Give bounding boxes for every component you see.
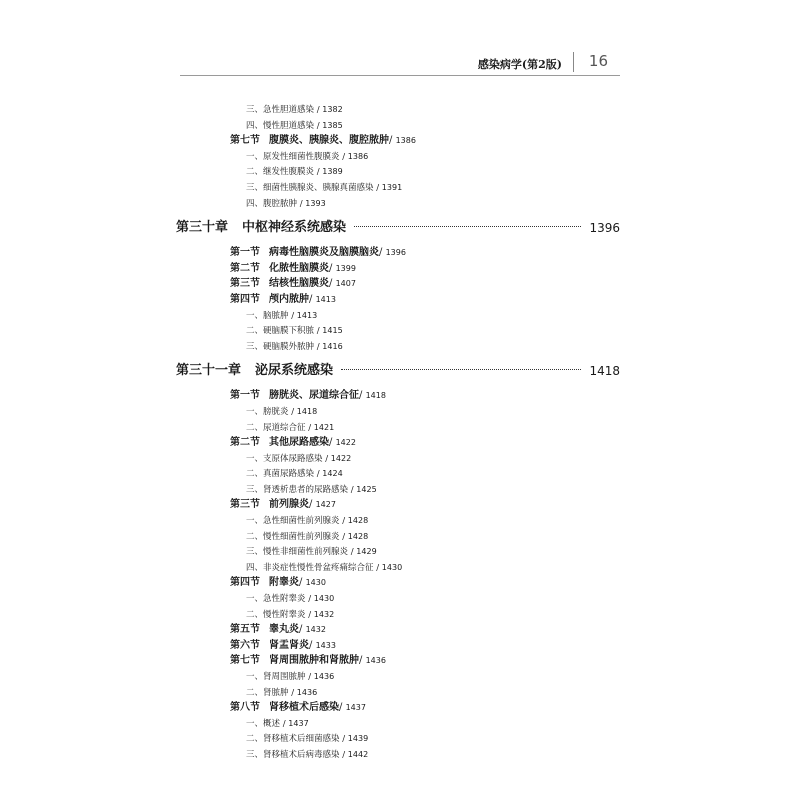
page-separator: /	[389, 135, 396, 147]
section-label: 第二节	[230, 262, 260, 274]
subsection-label: 四、非炎症性慢性骨盆疼痛综合征	[246, 562, 374, 573]
subsection-page: 1389	[322, 167, 343, 177]
page-separator: /	[348, 484, 357, 495]
toc-section-entry[interactable]	[176, 388, 620, 404]
section-title: 颅内脓肿	[269, 293, 309, 305]
toc-sub-entry[interactable]	[176, 607, 620, 623]
section-label: 第六节	[230, 639, 260, 651]
page-separator: /	[305, 594, 314, 605]
page-separator: /	[280, 718, 289, 729]
page-separator: /	[314, 469, 323, 480]
subsection-page: 1391	[381, 182, 403, 192]
toc-sub-entry[interactable]	[176, 731, 620, 747]
section-title: 化脓性脑膜炎	[269, 262, 329, 274]
toc-section-entry[interactable]	[176, 276, 620, 292]
section-page: 1427	[315, 500, 336, 510]
page-separator: /	[309, 499, 316, 511]
subsection-page: 1442	[347, 749, 369, 759]
dot-leader	[341, 369, 581, 370]
section-title: 肾盂肾炎	[269, 639, 309, 651]
page-separator: /	[329, 278, 336, 290]
toc-sub-entry[interactable]	[176, 118, 620, 134]
subsection-label: 二、真菌尿路感染	[246, 469, 315, 480]
toc-sub-entry[interactable]	[176, 420, 620, 436]
section-label: 第八节	[230, 702, 260, 714]
section-page: 1433	[315, 640, 336, 650]
subsection-label: 二、硬脑膜下积脓	[246, 326, 315, 337]
page-separator: /	[288, 406, 297, 417]
subsection-label: 一、支原体尿路感染	[246, 453, 323, 464]
subsection-page: 1393	[305, 198, 326, 208]
section-title: 腹膜炎、胰腺炎、腹腔脓肿	[269, 135, 389, 147]
subsection-page: 1430	[381, 562, 403, 572]
toc-section-entry[interactable]	[176, 497, 620, 513]
toc-section-entry[interactable]	[176, 292, 620, 308]
toc-section-entry[interactable]	[176, 261, 620, 277]
subsection-page: 1382	[322, 105, 343, 114]
toc-sub-entry[interactable]	[176, 560, 620, 576]
subsection-label: 二、肾脓肿	[246, 687, 289, 698]
toc-chapter-entry[interactable]	[176, 215, 620, 241]
subsection-page: 1421	[313, 422, 335, 432]
toc-sub-entry[interactable]	[176, 308, 620, 324]
book-title: 感染病学(第2版)	[477, 58, 562, 71]
page-separator: /	[299, 577, 306, 589]
section-page: 1430	[305, 578, 326, 588]
section-page: 1422	[335, 438, 356, 448]
toc-sub-entry[interactable]	[176, 529, 620, 545]
page-separator: /	[314, 326, 323, 337]
page-separator: /	[305, 609, 314, 620]
toc-sub-entry[interactable]	[176, 404, 620, 420]
toc-sub-entry[interactable]	[176, 102, 620, 118]
page-separator: /	[339, 531, 348, 542]
subsection-page: 1428	[347, 531, 369, 541]
section-label: 第七节	[230, 655, 260, 667]
subsection-page: 1425	[356, 484, 377, 494]
section-label: 第七节	[230, 135, 260, 147]
section-label: 第四节	[230, 577, 260, 589]
chapter-page: 1396	[589, 221, 620, 236]
subsection-label: 二、慢性细菌性前列腺炎	[246, 531, 340, 542]
toc-sub-entry[interactable]	[176, 591, 620, 607]
subsection-page: 1424	[322, 469, 343, 479]
subsection-label: 三、硬脑膜外脓肿	[246, 341, 315, 352]
page-separator: /	[379, 247, 386, 259]
subsection-page: 1432	[313, 609, 335, 619]
subsection-label: 三、慢性非细菌性前列腺炎	[246, 547, 349, 558]
subsection-label: 二、尿道综合征	[246, 422, 306, 433]
section-title: 睾丸炎	[269, 624, 299, 636]
section-title: 病毒性脑膜炎及脑膜脑炎	[269, 247, 379, 259]
subsection-label: 三、肾移植术后病毒感染	[246, 749, 340, 760]
section-label: 第四节	[230, 293, 260, 305]
section-label: 第三节	[230, 278, 260, 290]
toc-sub-entry[interactable]	[176, 149, 620, 165]
page-separator: /	[329, 262, 336, 274]
subsection-page: 1385	[322, 120, 343, 130]
page-separator: /	[297, 198, 306, 209]
subsection-label: 三、细菌性胰腺炎、胰腺真菌感染	[246, 182, 374, 193]
subsection-label: 四、腹腔脓肿	[246, 198, 298, 209]
section-title: 附睾炎	[269, 577, 299, 589]
toc-section-entry[interactable]	[176, 638, 620, 654]
subsection-label: 一、肾周围脓肿	[246, 672, 306, 682]
subsection-page: 1436	[313, 672, 335, 681]
page-separator: /	[305, 672, 314, 682]
subsection-label: 二、继发性腹膜炎	[246, 167, 315, 178]
toc-sub-entry[interactable]	[176, 196, 620, 212]
subsection-page: 1428	[347, 516, 369, 526]
page-separator: /	[359, 390, 366, 402]
page-separator: /	[314, 167, 323, 178]
toc-sub-entry[interactable]	[176, 451, 620, 467]
header-rule	[180, 75, 620, 76]
page-separator: /	[339, 749, 348, 760]
section-title: 膀胱炎、尿道综合征	[269, 390, 359, 402]
section-page: 1386	[395, 136, 416, 146]
subsection-page: 1430	[313, 594, 335, 604]
toc-section-entry[interactable]	[176, 575, 620, 591]
page-separator: /	[314, 120, 323, 131]
toc-sub-entry[interactable]	[176, 716, 620, 732]
chapter-title: 泌尿系统感染	[255, 363, 334, 379]
section-page: 1437	[345, 703, 366, 713]
toc-section-entry[interactable]	[176, 653, 620, 669]
dot-leader	[354, 226, 581, 227]
page-number: 16	[588, 52, 608, 70]
toc-sub-entry[interactable]	[176, 685, 620, 701]
subsection-label: 二、肾移植术后细菌感染	[246, 734, 340, 745]
subsection-label: 一、急性附睾炎	[246, 594, 306, 605]
section-label: 第一节	[230, 247, 260, 259]
page-separator: /	[329, 437, 336, 449]
section-title: 肾周围脓肿和肾脓肿	[269, 655, 359, 667]
toc-section-entry[interactable]	[176, 700, 620, 716]
section-label: 第五节	[230, 624, 260, 636]
page-separator: /	[314, 341, 323, 352]
page-separator: /	[339, 516, 348, 527]
subsection-label: 二、慢性附睾炎	[246, 609, 306, 620]
chapter-title: 中枢神经系统感染	[242, 220, 347, 236]
section-label: 第二节	[230, 437, 260, 449]
toc-sub-entry[interactable]	[176, 339, 620, 355]
toc-sub-entry[interactable]	[176, 669, 620, 685]
section-label: 第一节	[230, 390, 260, 402]
toc-section-entry[interactable]	[176, 622, 620, 638]
section-title: 其他尿路感染	[269, 437, 329, 449]
subsection-label: 一、概述	[246, 718, 281, 729]
subsection-page: 1422	[330, 453, 352, 463]
subsection-label: 一、原发性细菌性腹膜炎	[246, 151, 340, 162]
page-separator: /	[305, 422, 314, 433]
subsection-label: 四、慢性胆道感染	[246, 120, 315, 131]
section-page: 1407	[335, 279, 356, 289]
page-separator: /	[373, 562, 382, 573]
section-label: 第三节	[230, 499, 260, 511]
page-separator: /	[339, 151, 348, 162]
subsection-page: 1436	[296, 687, 318, 697]
subsection-label: 一、急性细菌性前列腺炎	[246, 516, 340, 527]
section-page: 1432	[305, 625, 326, 635]
toc-sub-entry[interactable]	[176, 180, 620, 196]
subsection-page: 1429	[356, 547, 377, 557]
toc-sub-entry[interactable]	[176, 323, 620, 339]
section-page: 1396	[385, 248, 406, 258]
page-separator: /	[314, 105, 323, 115]
subsection-page: 1415	[322, 326, 343, 336]
page-separator: /	[322, 453, 331, 464]
subsection-page: 1437	[288, 718, 309, 728]
chapter-label: 第三十章	[176, 220, 229, 236]
page-separator: /	[348, 547, 357, 558]
table-of-contents	[176, 102, 620, 763]
page-header	[180, 52, 620, 76]
page-separator: /	[309, 293, 316, 305]
toc-sub-entry[interactable]	[176, 482, 620, 498]
toc-sub-entry[interactable]	[176, 164, 620, 180]
page-separator: /	[299, 624, 306, 636]
page-separator: /	[288, 310, 297, 321]
page-separator: /	[359, 655, 366, 667]
section-page: 1413	[315, 294, 336, 304]
subsection-page: 1386	[347, 151, 369, 161]
section-page: 1418	[365, 391, 386, 401]
toc-sub-entry[interactable]	[176, 747, 620, 763]
page-separator: /	[339, 702, 346, 714]
toc-section-entry[interactable]	[176, 133, 620, 149]
toc-section-entry[interactable]	[176, 245, 620, 261]
page-separator: /	[339, 734, 348, 745]
toc-sub-entry[interactable]	[176, 466, 620, 482]
section-title: 结核性脑膜炎	[269, 278, 329, 290]
subsection-page: 1418	[296, 406, 318, 416]
toc-chapter-entry[interactable]	[176, 358, 620, 384]
section-title: 前列腺炎	[269, 499, 309, 511]
section-page: 1399	[335, 263, 356, 273]
subsection-label: 三、急性胆道感染	[246, 105, 315, 115]
subsection-page: 1439	[347, 734, 369, 744]
chapter-page: 1418	[589, 364, 620, 379]
section-title: 肾移植术后感染	[269, 702, 339, 714]
subsection-page: 1413	[296, 310, 318, 320]
toc-sub-entry[interactable]	[176, 544, 620, 560]
section-page: 1436	[365, 656, 386, 666]
page-separator: /	[373, 182, 382, 193]
subsection-label: 一、脑脓肿	[246, 310, 289, 321]
chapter-label: 第三十一章	[176, 363, 242, 379]
toc-section-entry[interactable]	[176, 435, 620, 451]
header-separator	[573, 52, 574, 72]
subsection-label: 三、肾透析患者的尿路感染	[246, 484, 349, 495]
toc-sub-entry[interactable]	[176, 513, 620, 529]
subsection-label: 一、膀胱炎	[246, 406, 289, 417]
page-separator: /	[288, 687, 297, 698]
page-separator: /	[309, 639, 316, 651]
subsection-page: 1416	[322, 341, 343, 351]
